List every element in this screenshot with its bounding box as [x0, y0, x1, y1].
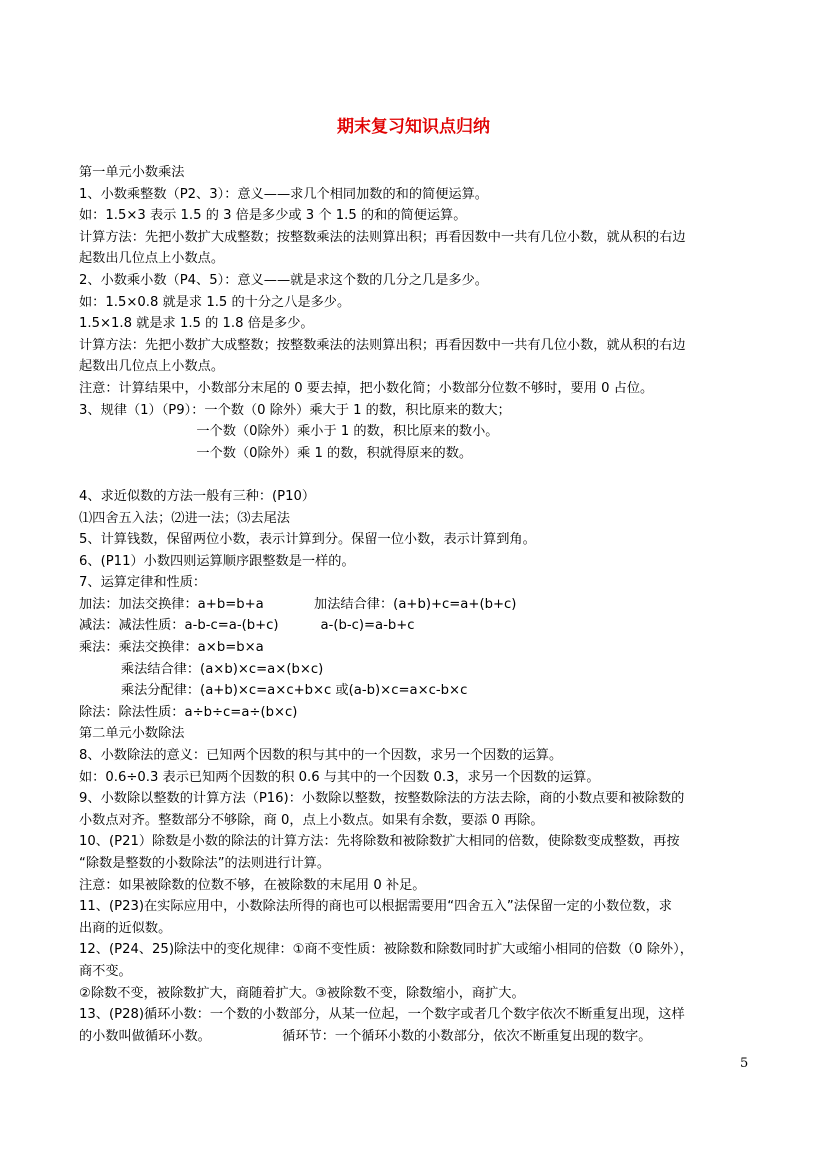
text-line: 2、小数乘小数（P4、5）：意义——就是求这个数的几分之几是多少。 — [79, 272, 488, 288]
text-line: 起数出几位点上小数点。 — [79, 251, 225, 267]
text-line: 第二单元小数除法 — [79, 726, 185, 742]
document-title: 期末复习知识点归纳 — [337, 117, 490, 137]
text-line: 6、(P11）小数四则运算顺序跟整数是一样的。 — [79, 553, 355, 569]
text-line: 13、(P28)循环小数：一个数的小数部分，从某一位起，一个数字或者几个数字依次不断重复出现，这样 — [79, 1007, 685, 1023]
text-line: 一个数（0除外）乘小于 1 的数，积比原来的数小。 — [79, 424, 499, 440]
text-line: 小数点对齐。整数部分不够除，商 0，点上小数点。如果有余数，要添 0 再除。 — [79, 812, 544, 828]
text-line: 加法：加法交换律：a+b=b+a 加法结合律：(a+b)+c=a+(b+c) — [79, 596, 517, 612]
text-line: 第一单元小数乘法 — [79, 165, 185, 180]
text-line: 8、小数除法的意义：已知两个因数的积与其中的一个因数，求另一个因数的运算。 — [79, 748, 563, 764]
text-line: 计算方法：先把小数扩大成整数；按整数乘法的法则算出积；再看因数中一共有几位小数，就从积的右边 — [79, 337, 686, 353]
text-line: 1.5×1.8 就是求 1.5 的 1.8 倍是多少。 — [79, 316, 314, 332]
text-line: 商不变。 — [79, 963, 132, 979]
text-line: 出商的近似数。 — [79, 920, 172, 936]
text-line: 计算方法：先把小数扩大成整数；按整数乘法的法则算出积；再看因数中一共有几位小数，就从积的右边 — [79, 229, 686, 245]
text-line: 10、(P21）除数是小数的除法的计算方法：先将除数和被除数扩大相同的倍数，使除数变成整数，再按 — [79, 834, 680, 850]
text-line: ⑴四舍五入法；⑵进一法；⑶去尾法 — [79, 510, 290, 526]
text-line: ②除数不变，被除数扩大，商随着扩大。③被除数不变，除数缩小，商扩大。 — [79, 985, 525, 1001]
text-line: 9、小数除以整数的计算方法（P16)：小数除以整数，按整数除法的方法去除，商的小数点要和被除数的 — [79, 791, 685, 807]
text-line: 3、规律（1）（P9）：一个数（0 除外）乘大于 1 的数，积比原来的数大； — [79, 402, 511, 418]
text-line: 4、求近似数的方法一般有三种：(P10） — [79, 488, 316, 504]
text-line: 1、小数乘整数（P2、3）：意义——求几个相同加数的和的简便运算。 — [79, 186, 488, 202]
text-line — [79, 464, 751, 486]
text-line: “除数是整数的小数除法”的法则进行计算。 — [79, 856, 331, 871]
page-number: 5 — [740, 1056, 749, 1071]
text-line: 注意：如果被除数的位数不够，在被除数的末尾用 0 补足。 — [79, 877, 426, 893]
text-line: 12、(P24、25)除法中的变化规律：①商不变性质：被除数和除数同时扩大或缩小相同的倍数（0 除外）， — [79, 942, 693, 958]
text-line: 如：0.6÷0.3 表示已知两个因数的积 0.6 与其中的一个因数 0.3，求另一个因数的运算。 — [79, 769, 600, 785]
text-line: 11、(P23)在实际应用中，小数除法所得的商也可以根据需要用“四舍五入”法保留一定的小数位数，求 — [79, 899, 672, 915]
text-line: 除法：除法性质：a÷b÷c=a÷(b×c) — [79, 704, 298, 720]
text-line: 5、计算钱数，保留两位小数，表示计算到分。保留一位小数，表示计算到角。 — [79, 532, 536, 548]
text-line: 起数出几位点上小数点。 — [79, 359, 225, 375]
text-line: 乘法：乘法交换律：a×b=b×a — [79, 640, 264, 656]
document-body — [79, 162, 751, 1047]
text-line: 乘法分配律：(a+b)×c=a×c+b×c 或(a-b)×c=a×c-b×c — [79, 683, 468, 699]
text-line: 注意：计算结果中，小数部分末尾的 0 要去掉，把小数化简；小数部分位数不够时，要用 0 占位。 — [79, 380, 654, 396]
text-line: 如：1.5×3 表示 1.5 的 3 倍是多少或 3 个 1.5 的和的简便运算。 — [79, 208, 467, 224]
text-line: 7、运算定律和性质： — [79, 575, 207, 591]
text-line: 如：1.5×0.8 就是求 1.5 的十分之八是多少。 — [79, 294, 351, 310]
text-line: 乘法结合律：(a×b)×c=a×(b×c) — [79, 661, 324, 677]
text-line: 的小数叫做循环小数。 循环节：一个循环小数的小数部分，依次不断重复出现的数字。 — [79, 1028, 652, 1044]
text-line: 一个数（0除外）乘 1 的数，积就得原来的数。 — [79, 445, 473, 461]
text-line: 减法：减法性质：a-b-c=a-(b+c) a-(b-c)=a-b+c — [79, 618, 415, 634]
